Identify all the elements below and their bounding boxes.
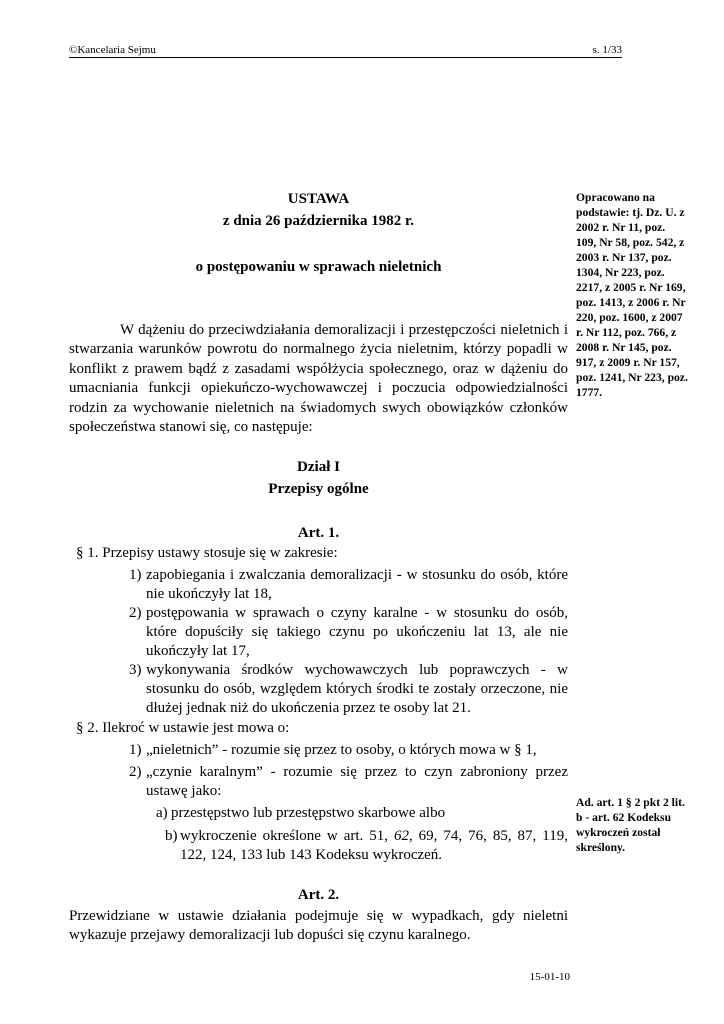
art1-paragraph-1: § 1. Przepisy ustawy stosuje się w zakresie:: [76, 545, 338, 561]
item-text: [165, 827, 568, 865]
item-text: „czynie karalnym” - rozumie się przez to czyn zabroniony przez ustawę jako:: [146, 764, 568, 799]
item-text: postępowania w sprawach o czyny karalne - w stosunku do osób, które dopuściły się takiego czynu po ukończeniu lat 13, ale nie ukończyły lat 17,: [146, 605, 568, 659]
item-number: 1): [129, 567, 142, 583]
list-item: [129, 566, 568, 604]
item-letter: a): [156, 805, 168, 821]
art2-text: Przewidziane w ustawie działania podejmuje się w wypadkach, gdy nieletni wykazuje przejawy demoralizacji lub dopuści się czynu karalnego.: [69, 908, 568, 943]
item-text: przestępstwo lub przestępstwo skarbowe albo: [171, 805, 446, 821]
art1-title: Art. 1.: [297, 525, 340, 541]
section-subtitle: Przepisy ogólne: [268, 481, 369, 497]
running-header-left: ©Kancelaria Sejmu: [69, 44, 156, 56]
page-number: s. 1/33: [592, 44, 622, 56]
list-item: [129, 661, 568, 718]
list-item: [129, 604, 568, 661]
art1-paragraph-2: § 2. Ilekroć w ustawie jest mowa o:: [76, 720, 290, 736]
item-text-start: wykroczenie określone w art. 51,: [180, 828, 394, 844]
amendment-sidenote: Ad. art. 1 § 2 pkt 2 lit. b - art. 62 Kodeksu wykroczeń został skreślony.: [576, 796, 685, 854]
item-text: zapobiegania i zwalczania demoralizacji - w stosunku do osób, które nie ukończyły lat 18,: [146, 567, 568, 602]
art2-title: Art. 2.: [297, 887, 340, 903]
item-number: 2): [129, 605, 142, 621]
definition-item: [129, 741, 568, 760]
sub-item: [165, 827, 568, 865]
footer-date: 15-01-10: [529, 971, 570, 983]
act-type: USTAWA: [287, 191, 350, 207]
source-sidenote: Opracowano na podstawie: tj. Dz. U. z 2002 r. Nr 11, poz. 109, Nr 58, poz. 542, z 2003 r. Nr 137, poz. 1304, Nr 223, poz. 2217, z 2005 r. Nr 169, poz. 1413, z 2006 r. Nr 220, poz. 1600, z 2007 r. Nr 112, poz. 766, z 2008 r. Nr 145, poz. 917, z 2009 r. Nr 157, poz. 1241, Nr 223, poz. 1777.: [576, 191, 688, 399]
act-subject: o postępowaniu w sprawach nieletnich: [195, 259, 442, 275]
item-text: „nieletnich” - rozumie się przez to osoby, o których mowa w § 1,: [146, 742, 537, 758]
item-number: 3): [129, 662, 142, 678]
act-date: z dnia 26 października 1982 r.: [222, 213, 415, 229]
sub-item: [156, 804, 568, 823]
preamble: W dążeniu do przeciwdziałania demoralizacji i przestępczości nieletnich i stwarzania warunków powrotu do normalnego życia nieletnim, którzy popadli w konflikt z prawem bądź z zasadami współżycia społecznego, oraz w dążeniu do umacniania funkcji opiekuńczo-wychowawczej i poczucia odpowiedzialności rodzin za wychowanie nieletnich na świadomych swych obowiązków członków społeczeństwa stanowi się, co następuje:: [69, 322, 568, 436]
definition-item: [129, 763, 568, 801]
item-text: wykonywania środków wychowawczych lub poprawczych - w stosunku do osób, względem których środki te zostały orzeczone, nie dłużej jednak niż do ukończenia przez te osoby lat 21.: [146, 662, 568, 716]
section-title: Dział I: [297, 459, 340, 475]
header-rule: [69, 57, 622, 58]
item-text-end: , 69, 74, 76, 85, 87, 119, 122, 124, 133 lub 143 Kodeksu wykroczeń.: [180, 828, 568, 863]
item-letter: b): [165, 828, 178, 844]
struck-article-ref: 62: [393, 828, 409, 844]
item-number: 1): [129, 742, 142, 758]
item-number: 2): [129, 764, 142, 780]
